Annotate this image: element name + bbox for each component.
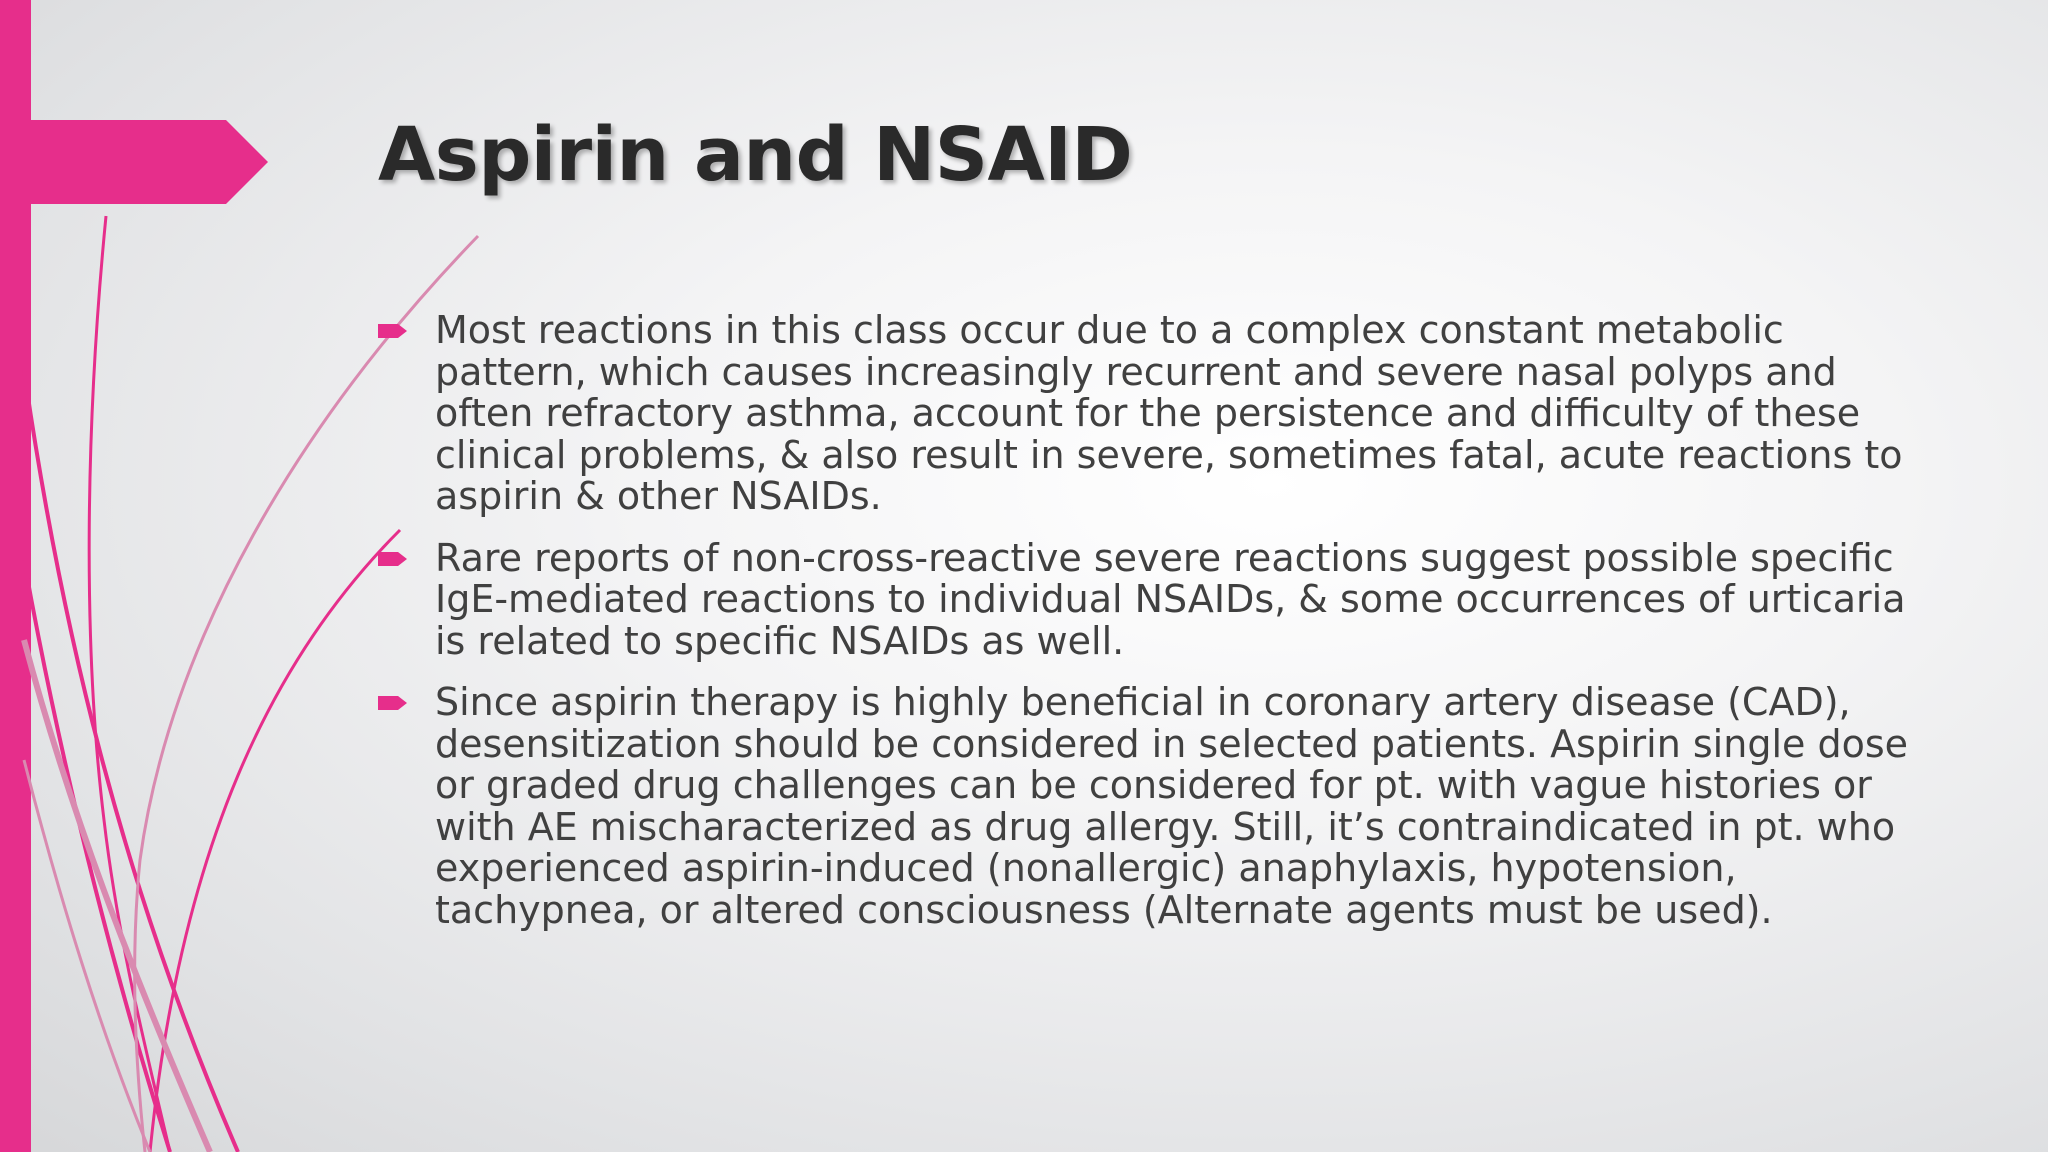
- bullet-text: Most reactions in this class occur due to a complex constant metabolic pattern, which causes increasingly recurrent and severe nasal polyps and often refractory asthma, account for the persistence and difficulty of these clinical problems, & also result in severe, sometimes fatal, acute reactions to aspirin & other NSAIDs.: [435, 308, 1903, 518]
- decor-curve-2: [24, 370, 238, 1152]
- bullet-list: [378, 310, 1918, 951]
- decor-curve-6: [24, 640, 210, 1152]
- slide-title: Aspirin and NSAID: [378, 112, 1133, 198]
- bullet-text: Since aspirin therapy is highly beneficial in coronary artery disease (CAD), desensitization should be considered in selected patients. Aspirin single dose or graded drug challenges can be considered for pt. with vague histories or with AE mischaracterized as drug allergy. Still, it’s contraindicated in pt. who experienced aspirin-induced (nonallergic) anaphylaxis, hypotension, tachypnea, or altered consciousness (Alternate agents must be used).: [435, 680, 1909, 932]
- bullet-arrow-icon: [378, 322, 408, 340]
- bullet-arrow-icon: [378, 694, 408, 712]
- bullet-item: [378, 535, 1918, 663]
- title-arrow-band: [0, 120, 268, 204]
- bullet-text: Rare reports of non-cross-reactive severe reactions suggest possible specific IgE-mediated reactions to individual NSAIDs, & some occurrences of urticaria is related to specific NSAIDs as well.: [435, 535, 1906, 663]
- bullet-item: [378, 682, 1918, 931]
- bullet-arrow-icon: [378, 550, 408, 568]
- bullet-item: [378, 310, 1918, 518]
- decor-curve-5: [150, 530, 400, 1152]
